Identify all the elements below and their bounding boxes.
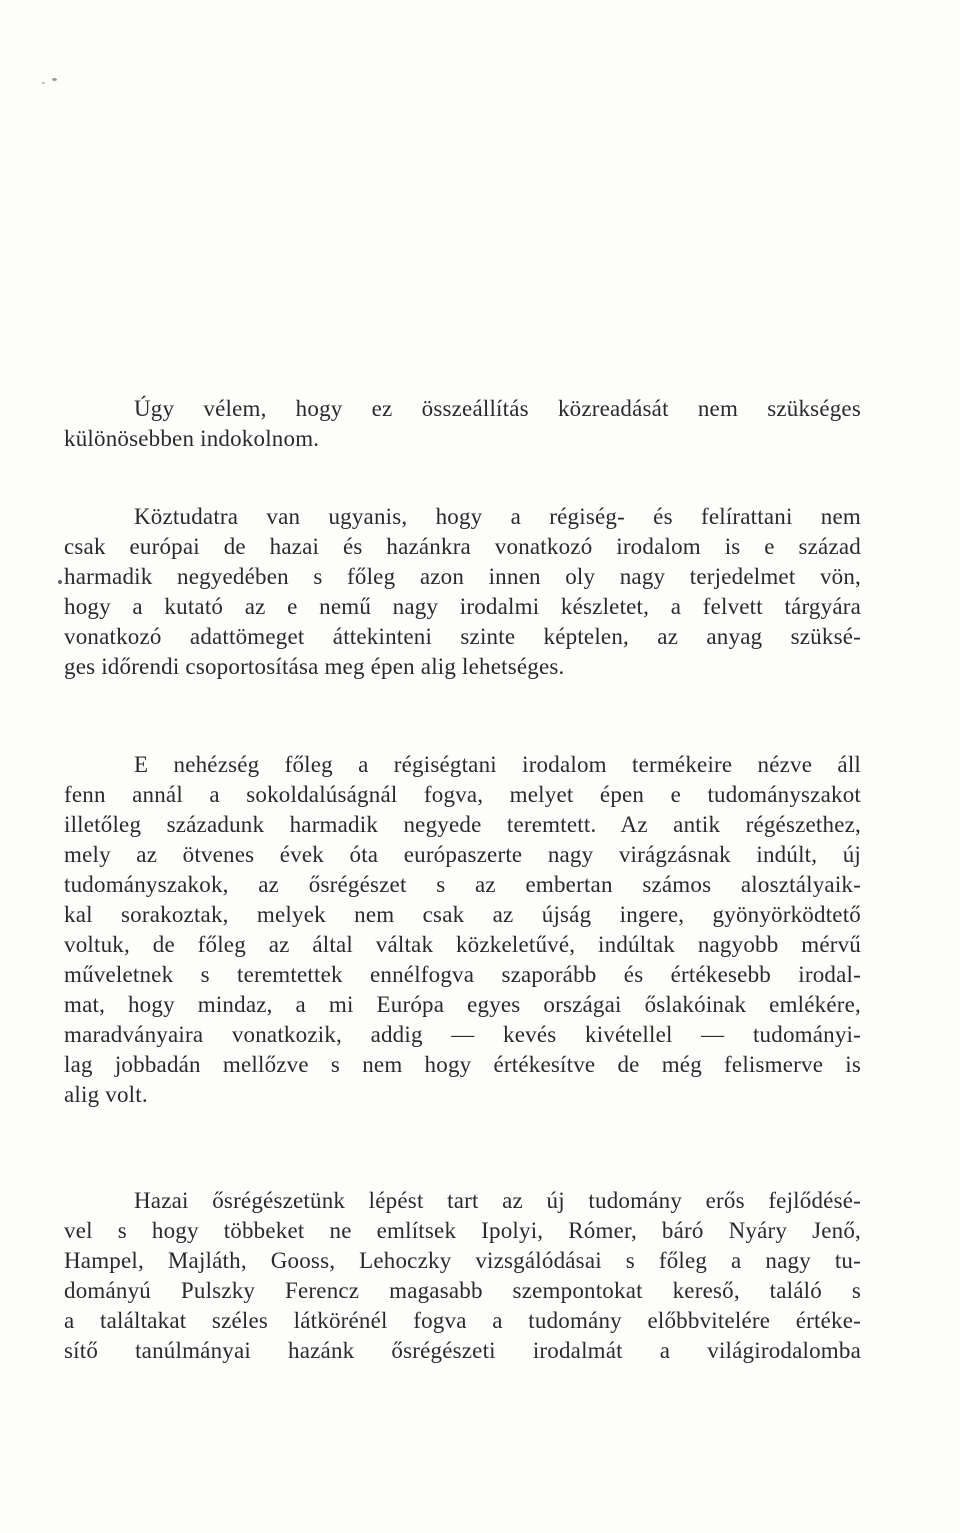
paragraph-line: vel s hogy többeket ne említsek Ipolyi, Rómer, báró Nyáry Jenő, [64, 1218, 861, 1243]
ink-speck [42, 82, 45, 84]
paragraph-line: Köztudatra van ugyanis, hogy a régiség- és felírattani nem [134, 504, 861, 529]
paragraph-line: műveletnek s teremtettek ennélfogva szaporább és értékesebb irodal- [64, 962, 861, 987]
paragraph-line: Hazai ősrégészetünk lépést tart az új tudomány erős fejlődésé- [134, 1188, 861, 1213]
paragraph-line: voltuk, de főleg az által váltak közkeletűvé, indúltak nagyobb mérvű [64, 932, 861, 957]
paragraph-line: tudományszakok, az ősrégészet s az embertan számos alosztályaik- [64, 872, 861, 897]
paragraph-line: csak európai de hazai és hazánkra vonatkozó irodalom is e század [64, 534, 861, 559]
ink-speck [58, 580, 62, 584]
paragraph-line: sítő tanúlmányai hazánk ősrégészeti irodalmát a világirodalomba [64, 1338, 861, 1363]
paragraph-line: lag jobbadán mellőzve s nem hogy értékesítve de még felismerve is [64, 1052, 861, 1077]
paragraph-line: maradványaira vonatkozik, addig — kevés kivétellel — tudományi- [64, 1022, 861, 1047]
paragraph-line: mely az ötvenes évek óta európaszerte nagy virágzásnak indúlt, új [64, 842, 861, 867]
paragraph-line: harmadik negyedében s főleg azon innen oly nagy terjedelmet vön, [64, 564, 861, 589]
paragraph-line: illetőleg századunk harmadik negyede teremtett. Az antik régészethez, [64, 812, 861, 837]
paragraph-line: dományú Pulszky Ferencz magasabb szempontokat kereső, találó s [64, 1278, 861, 1303]
ink-speck [52, 78, 57, 81]
paragraph-line: Úgy vélem, hogy ez összeállítás közreadását nem szükséges [134, 396, 861, 421]
paragraph-line: mat, hogy mindaz, a mi Európa egyes országai őslakóinak emlékére, [64, 992, 861, 1017]
paragraph-line: kal sorakoztak, melyek nem csak az újság ingere, gyönyörködtető [64, 902, 861, 927]
paragraph-4 [64, 1186, 861, 1366]
paragraph-line: fenn annál a sokoldalúságnál fogva, melyet épen e tudományszakot [64, 782, 861, 807]
paragraph-line: hogy a kutató az e nemű nagy irodalmi készletet, a felvett tárgyára [64, 594, 861, 619]
paragraph-line: különösebben indokolnom. [64, 426, 320, 451]
paragraph-2 [64, 502, 861, 682]
paragraph-line: E nehézség főleg a régiségtani irodalom termékeire nézve áll [134, 752, 861, 777]
paragraph-line: vonatkozó adattömeget áttekinteni szinte képtelen, az anyag szüksé- [64, 624, 861, 649]
paragraph-line: alig volt. [64, 1082, 148, 1107]
paragraph-1 [64, 394, 861, 454]
paragraph-line: Hampel, Majláth, Gooss, Lehoczky vizsgálódásai s főleg a nagy tu- [64, 1248, 861, 1273]
paragraph-3 [64, 750, 861, 1110]
paragraph-line: a találtakat széles látkörénél fogva a tudomány előbbvitelére értéke- [64, 1308, 861, 1333]
paragraph-line: ges időrendi csoportosítása meg épen alig lehetséges. [64, 654, 565, 679]
